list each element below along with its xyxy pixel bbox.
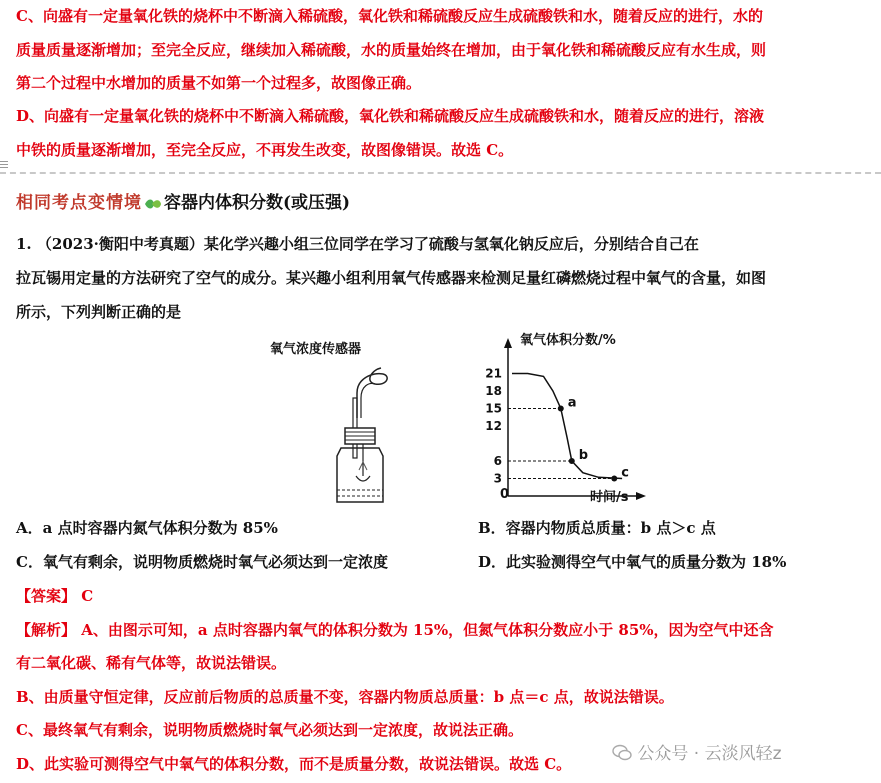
data-point-c [611, 476, 617, 482]
data-point-a [558, 406, 564, 412]
y-tick-label: 6 [493, 454, 502, 468]
leaf-icon [144, 198, 162, 210]
explanation-d-line-1: D、向盛有一定量氧化铁的烧杯中不断滴入稀硫酸，氧化铁和稀硫酸反应生成硫酸铁和水，随着反应的进行，溶液 [16, 107, 765, 125]
x-axis-title: 时间/s [590, 490, 629, 505]
y-tick-label: 15 [485, 401, 502, 416]
question-line-2: 拉瓦锡用定量的方法研究了空气的成分。某兴趣小组利用氧气传感器来检测足量红磷燃烧过程中氧气的含量，如图 [16, 269, 767, 287]
y-axis-title: 氧气体积分数/% [520, 333, 616, 348]
watermark [612, 739, 782, 764]
analysis-label: 【解析】 [16, 621, 77, 639]
explanation-c-line-1: C、向盛有一定量氧化铁的烧杯中不断滴入稀硫酸，氧化铁和稀硫酸反应生成硫酸铁和水，随着反应的进行，水的 [16, 7, 763, 25]
section-title [16, 192, 350, 214]
x-axis-arrow-icon [636, 492, 646, 500]
oxygen-volume-chart [470, 326, 650, 506]
separator-marker-icon [0, 160, 10, 170]
y-tick-label: 18 [485, 384, 502, 398]
apparatus-label: 氧气浓度传感器 [270, 342, 362, 357]
explanation-c-line-2: 质量质量逐渐增加；至完全反应，继续加入稀硫酸，水的质量始终在增加，由于氧化铁和稀硫酸反应有水生成，则 [16, 41, 767, 59]
y-tick-label: 12 [485, 419, 502, 433]
point-label-b: b [578, 448, 589, 463]
wechat-icon [612, 744, 632, 762]
option-d[interactable]: D．此实验测得空气中氧气的质量分数为 18% [478, 553, 787, 571]
section-subtitle: 容器内体积分数(或压强) [164, 193, 351, 213]
option-b[interactable]: B．容器内物质总质量：b 点＞c 点 [478, 519, 716, 537]
question-line-3: 所示，下列判断正确的是 [16, 303, 182, 321]
option-a[interactable]: A．a 点时容器内氮气体积分数为 85% [16, 519, 278, 537]
explanation-d-line-2: 中铁的质量逐渐增加，至完全反应，不再发生改变，故图像错误。故选 C。 [16, 141, 514, 159]
analysis-line-1 [16, 620, 774, 640]
explanation-c-line-3: 第二个过程中水增加的质量不如第一个过程多，故图像正确。 [16, 74, 422, 92]
question-line-1: 1. （2023·衡阳中考真题）某化学兴趣小组三位同学在学习了硫酸与氢氧化钠反应后，分别结合自己在 [16, 235, 699, 253]
answer-label: 【答案】 [16, 587, 77, 605]
answer-value: C [81, 587, 94, 605]
y-tick-label: 3 [493, 471, 502, 486]
oxygen-sensor-apparatus [325, 358, 405, 518]
analysis-line-5: D、此实验可测得空气中氧气的体积分数，而不是质量分数，故说法错误。故选 C。 [16, 755, 572, 773]
analysis-text-1: A、由图示可知，a 点时容器内氧气的体积分数为 15%，但氮气体积分数应小于 85%，因为空气中还含 [81, 621, 774, 639]
watermark-text: 公众号 · 云淡风轻z [637, 744, 782, 764]
y-tick-label: 21 [485, 366, 502, 381]
option-c[interactable]: C．氧气有剩余，说明物质燃烧时氧气必须达到一定浓度 [16, 553, 388, 571]
data-point-b [569, 458, 575, 464]
series-line [512, 374, 622, 479]
origin-label: 0 [500, 487, 510, 502]
section-tag: 相同考点变情境 [16, 193, 142, 213]
point-label-c: c [621, 465, 629, 481]
analysis-line-3: B、由质量守恒定律，反应前后物质的总质量不变，容器内物质总质量：b 点＝c 点，故说法错误。 [16, 688, 674, 706]
answer-row [16, 586, 93, 606]
analysis-line-4: C、最终氧气有剩余，说明物质燃烧时氧气必须达到一定浓度，故说法正确。 [16, 721, 523, 739]
section-divider [0, 172, 881, 174]
point-label-a: a [567, 395, 577, 411]
analysis-line-2: 有二氧化碳、稀有气体等，故说法错误。 [16, 654, 287, 672]
y-axis-arrow-icon [504, 338, 512, 348]
